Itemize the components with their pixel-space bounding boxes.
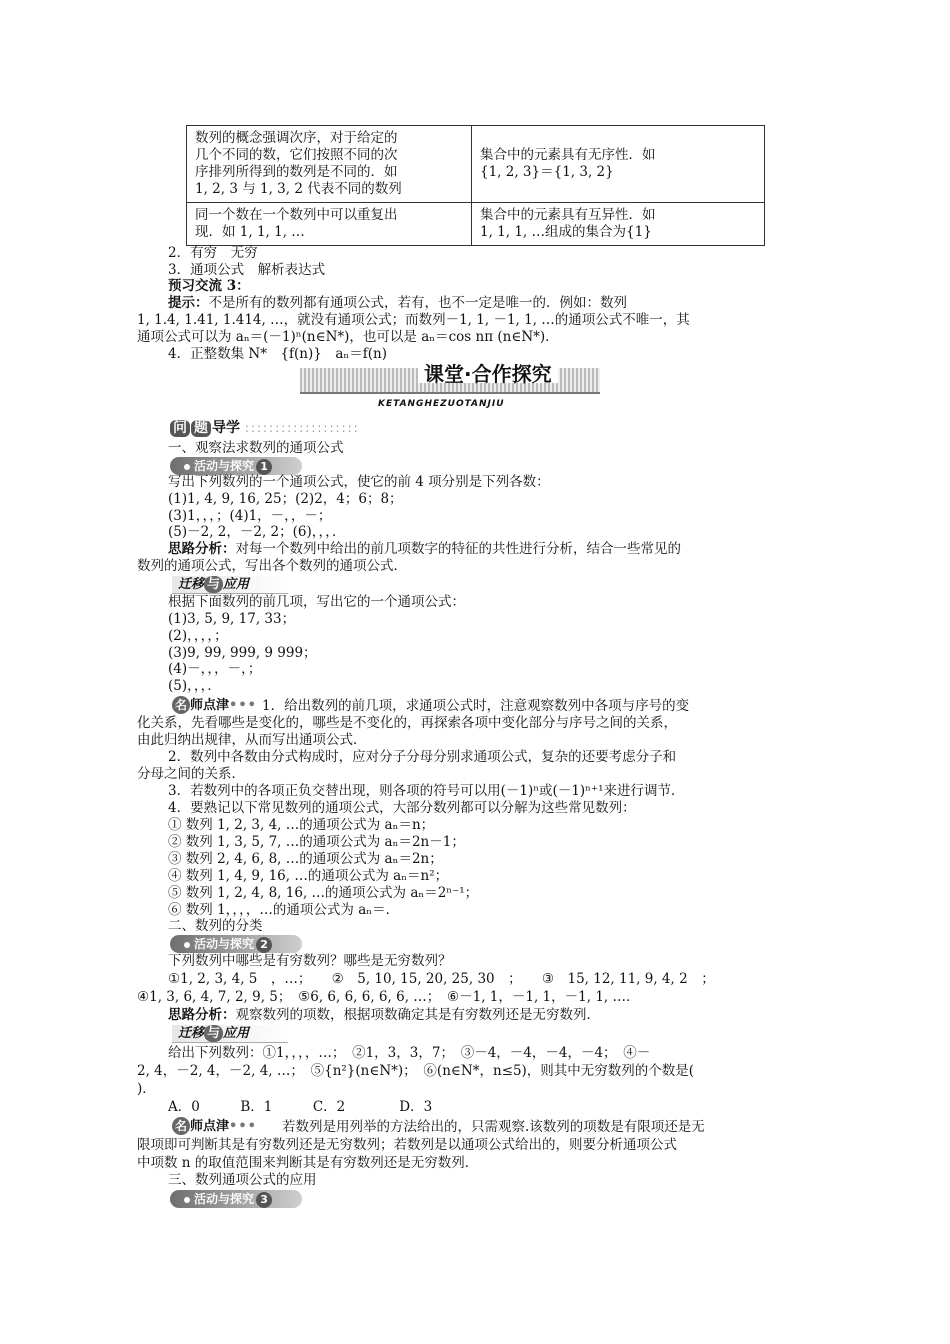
cell-line: 1, 1, 1, …组成的集合为{1} xyxy=(480,224,652,240)
tip-line: 化关系，先看哪些是变化的，哪些是不变化的，再探索各项中变化部分与序号之间的关系， xyxy=(137,715,677,731)
cell-line: 数列的概念强调次序，对于给定的 xyxy=(195,130,398,146)
preview-heading: 预习交流 3： xyxy=(168,278,250,294)
question-line: (4)－，，，－，； xyxy=(168,661,262,677)
dotted-line: ••• xyxy=(229,698,257,713)
cell-line: 集合中的元素具有无序性．如 xyxy=(480,147,656,163)
table-row xyxy=(187,203,765,246)
transfer-tag xyxy=(172,1025,288,1043)
question-line: (3)9, 99, 999, 9 999； xyxy=(168,645,317,661)
tag-text: 与 xyxy=(204,576,223,593)
cell-line: 几个不同的数，它们按照不同的次 xyxy=(195,147,398,163)
question-line: ①1, 2, 3, 4, 5 ，…； ② 5, 10, 15, 20, 25, 30 ； ③ 15, 12, 11, 9, 4, 2 ； xyxy=(168,971,715,987)
hint-line: 通项公式可以为 aₙ＝(－1)ⁿ(n∈N*)，也可以是 aₙ＝cos nπ (n∈N*)． xyxy=(137,329,559,345)
banner-title: 课堂·合作探究 xyxy=(418,366,558,383)
answer-line: 3．通项公式 解析表达式 xyxy=(168,262,326,278)
section-title: 二、数列的分类 xyxy=(168,918,263,934)
dot-icon xyxy=(184,1197,190,1203)
question-line: (3)1，，，；(4)1，－，，－； xyxy=(168,508,332,524)
question-line: (2)，，，，； xyxy=(168,628,228,644)
tag-text: 活动与探究 xyxy=(194,937,255,951)
question-line: (1)1, 4, 9, 16, 25；(2)2，4；6；8； xyxy=(168,491,403,507)
tag-text: 应用 xyxy=(223,577,250,592)
analysis-line: 数列的通项公式，写出各个数列的通项公式． xyxy=(137,558,407,574)
cell-line: 现．如 1, 1, 1, … xyxy=(195,224,305,240)
question-line: 给出下列数列：①1，，，，…； ②1，3，3，7； ③－4，－4，－4，－4； ④－ xyxy=(168,1045,651,1061)
question-line: 根据下面数列的前几项，写出它的一个通项公式： xyxy=(168,594,465,610)
badge-text: 导学 xyxy=(212,420,240,436)
question-line: 2, 4，－2, 4，－2, 4, …； ⑤{n²}(n∈N*)； ⑥(n∈N*，n≤5)，则其中无穷数列的个数是( xyxy=(137,1063,695,1079)
table-cell xyxy=(187,203,472,246)
tip-item: ⑥ 数列 1，，，，…的通项公式为 aₙ＝． xyxy=(168,902,400,918)
tip-line: 分母之间的关系． xyxy=(137,766,245,782)
tag-text: 与 xyxy=(204,1025,223,1042)
teacher-tip-badge xyxy=(172,1117,257,1135)
badge-char: 问 xyxy=(170,420,190,437)
tip-item: ④ 数列 1, 4, 9, 16, …的通项公式为 aₙ＝n²； xyxy=(168,868,449,884)
analysis-text: 观察数列的项数，根据项数确定其是有穷数列还是无穷数列． xyxy=(235,1007,600,1023)
tag-number: 2 xyxy=(256,937,272,953)
badge-text: 师点津 xyxy=(190,1119,230,1134)
dot-icon xyxy=(184,942,190,948)
activity-tag xyxy=(170,1190,302,1208)
question-line: (5)，，，． xyxy=(168,678,221,694)
badge-text: 师点津 xyxy=(190,698,230,713)
table-cell xyxy=(187,126,472,203)
question-line: 下列数列中哪些是有穷数列？哪些是无穷数列？ xyxy=(168,953,452,969)
question-line: (5)－2, 2，－2, 2；(6)，，，． xyxy=(168,524,346,540)
analysis-label: 思路分析： xyxy=(168,1007,236,1023)
section-banner xyxy=(300,362,600,416)
tip-line: 3．若数列中的各项正负交替出现，则各项的符号可以用(－1)ⁿ或(－1)ⁿ⁺¹来进行调节． xyxy=(168,783,685,799)
section-title: 三、数列通项公式的应用 xyxy=(168,1172,317,1188)
cell-line: {1, 2, 3}＝{1, 3, 2} xyxy=(480,164,614,180)
analysis-line xyxy=(168,1007,600,1024)
badge-char: 名 xyxy=(172,696,190,714)
tag-text: 活动与探究 xyxy=(194,1192,255,1206)
dotted-line: ••• xyxy=(229,1119,257,1134)
comparison-table xyxy=(186,125,765,246)
hint-text: 不是所有的数列都有通项公式，若有，也不一定是唯一的．例如：数列 xyxy=(208,295,627,311)
section-badge xyxy=(170,420,360,437)
section-title: 一、观察法求数列的通项公式 xyxy=(168,440,344,456)
tip-item: ③ 数列 2, 4, 6, 8, …的通项公式为 aₙ＝2n； xyxy=(168,851,443,867)
tag-number: 1 xyxy=(256,459,272,475)
tip-item: ① 数列 1, 2, 3, 4, …的通项公式为 aₙ＝n； xyxy=(168,817,435,833)
hint-line: 1, 1.4, 1.41, 1.414, …，就没有通项公式；而数列－1, 1, －1, 1, …的通项公式不唯一，其 xyxy=(137,312,690,328)
badge-char: 题 xyxy=(191,420,211,437)
transfer-tag xyxy=(172,576,288,594)
banner-subtitle: KETANGHEZUOTANJIU xyxy=(378,399,505,409)
tip-line: 2．数列中各数由分式构成时，应对分子分母分别求通项公式，复杂的还要考虑分子和 xyxy=(168,749,677,765)
table-cell xyxy=(472,126,765,203)
dotted-line: ::::::::::::::::::: xyxy=(244,421,360,435)
answer-line: 4．正整数集 N* {f(n)} aₙ＝f(n) xyxy=(168,346,387,362)
cell-line: 同一个数在一个数列中可以重复出 xyxy=(195,207,398,223)
cell-line: 集合中的元素具有互异性．如 xyxy=(480,207,656,223)
cell-line: 1, 2, 3 与 1, 3, 2 代表不同的数列 xyxy=(195,181,402,197)
tag-text: 应用 xyxy=(223,1026,250,1041)
table-cell xyxy=(472,203,765,246)
table-row xyxy=(187,126,765,203)
tip-item: ⑤ 数列 1, 2, 4, 8, 16, …的通项公式为 aₙ＝2ⁿ⁻¹； xyxy=(168,885,479,901)
badge-char: 名 xyxy=(172,1117,190,1135)
analysis-text: 对每一个数列中给出的前几项数字的特征的共性进行分析，结合一些常见的 xyxy=(235,541,681,557)
question-line: 写出下列数列的一个通项公式，使它的前 4 项分别是下列各数： xyxy=(168,474,550,490)
tip-line: 4．要熟记以下常见数列的通项公式，大部分数列都可以分解为这些常见数列： xyxy=(168,800,636,816)
tip-line: 1．给出数列的前几项，求通项公式时，注意观察数列中各项与序号的变 xyxy=(262,698,690,714)
question-line: ④1, 3, 6, 4, 7, 2, 9, 5； ⑤6, 6, 6, 6, 6, 6, …； ⑥－1, 1，－1, 1，－1, 1, …． xyxy=(137,989,640,1005)
question-line: )． xyxy=(137,1081,156,1097)
analysis-line xyxy=(168,541,681,558)
hint-label: 提示： xyxy=(168,295,209,311)
tip-line: 由此归纳出规律，从而写出通项公式． xyxy=(137,732,367,748)
cell-line: 序排列所得到的数列是不同的．如 xyxy=(195,164,398,180)
analysis-label: 思路分析： xyxy=(168,541,236,557)
tip-line: 限项即可判断其是有穷数列还是无穷数列；若数列是以通项公式给出的，则要分析通项公式 xyxy=(137,1137,677,1153)
choice-options: A．0 B．1 C．2 D．3 xyxy=(168,1099,433,1115)
tag-text: 迁移 xyxy=(178,577,205,592)
question-line: (1)3, 5, 9, 17, 33； xyxy=(168,611,296,627)
tag-text: 迁移 xyxy=(178,1026,205,1041)
tag-text: 活动与探究 xyxy=(194,459,255,473)
teacher-tip-badge xyxy=(172,696,257,714)
tag-number: 3 xyxy=(256,1192,272,1208)
activity-tag xyxy=(170,935,302,953)
hint-line xyxy=(168,295,627,312)
tip-line: 中项数 n 的取值范围来判断其是有穷数列还是无穷数列． xyxy=(137,1155,479,1171)
tip-line: 若数列是用列举的方法给出的，只需观察.该数列的项数是有限项还是无 xyxy=(282,1119,705,1135)
tip-item: ② 数列 1, 3, 5, 7, …的通项公式为 aₙ＝2n－1； xyxy=(168,834,465,850)
activity-tag xyxy=(170,457,302,475)
dot-icon xyxy=(184,464,190,470)
answer-line: 2．有穷 无穷 xyxy=(168,245,258,261)
